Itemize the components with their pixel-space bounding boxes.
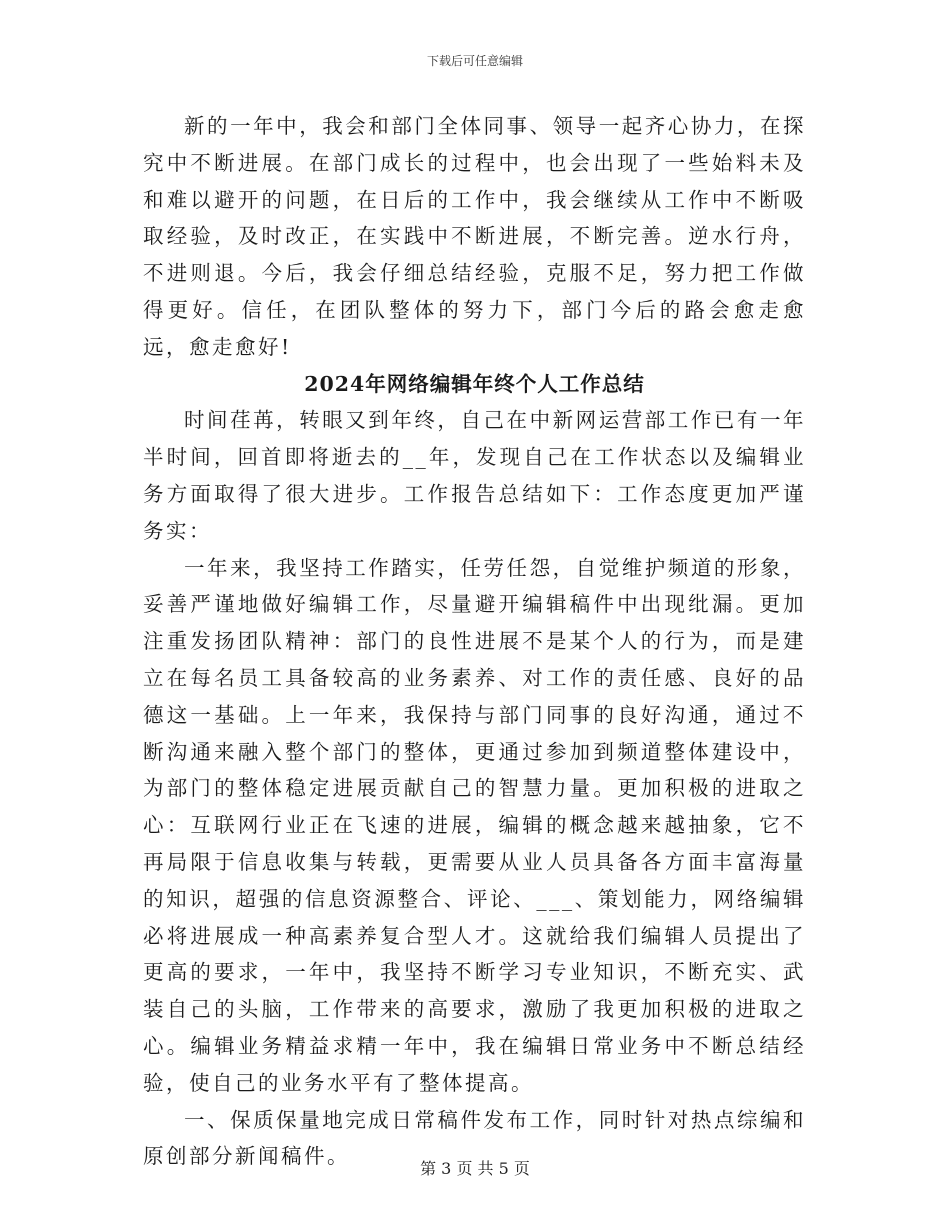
numbered-item-paragraph: 一、保质保量地完成日常稿件发布工作，同时针对热点综编和原创部分新闻稿件。 xyxy=(143,1107,806,1169)
intro-paragraph: 时间荏苒，转眼又到年终，自己在中新网运营部工作已有一年半时间，回首即将逝去的__年，发现自己在工作状态以及编辑业务方面取得了很大进步。工作报告总结如下：工作态度更加严谨务实： xyxy=(143,408,806,543)
document-body xyxy=(143,108,806,1175)
section-title: 2024年网络编辑年终个人工作总结 xyxy=(304,371,645,396)
work-attitude-paragraph: 一年来，我坚持工作踏实，任劳任怨，自觉维护频道的形象，妥善严谨地做好编辑工作，尽量避开编辑稿件中出现纰漏。更加注重发扬团队精神：部门的良性进展不是某个人的行为，而是建立在每名员工具备较高的业务素养、对工作的责任感、良好的品德这一基础。上一年来，我保持与部门同事的良好沟通，通过不断沟通来融入整个部门的整体，更通过参加到频道整体建设中，为部门的整体稳定进展贡献自己的智慧力量。更加积极的进取之心：互联网行业正在飞速的进展，编辑的概念越来越抽象，它不再局限于信息收集与转载，更需要从业人员具备各方面丰富海量的知识，超强的信息资源整合、评论、___、策划能力，网络编辑必将进展成一种高素养复合型人才。这就给我们编辑人员提出了更高的要求，一年中，我坚持不断学习专业知识，不断充实、武装自己的头脑，工作带来的高要求，激励了我更加积极的进取之心。编辑业务精益求精一年中，我在编辑日常业务中不断总结经验，使自己的业务水平有了整体提高。 xyxy=(143,555,806,1095)
closing-paragraph: 新的一年中，我会和部门全体同事、领导一起齐心协力，在探究中不断进展。在部门成长的过程中，也会出现了一些始料未及和难以避开的问题，在日后的工作中，我会继续从工作中不断吸取经验，及时改正，在实践中不断进展，不断完善。逆水行舟，不进则退。今后，我会仔细总结经验，克服不足，努力把工作做得更好。信任，在团队整体的努力下，部门今后的路会愈走愈远，愈走愈好! xyxy=(143,114,806,359)
page-number-footer: 第 3 页 共 5 页 xyxy=(420,1159,530,1178)
page-header: 下载后可任意编辑 xyxy=(426,54,523,68)
